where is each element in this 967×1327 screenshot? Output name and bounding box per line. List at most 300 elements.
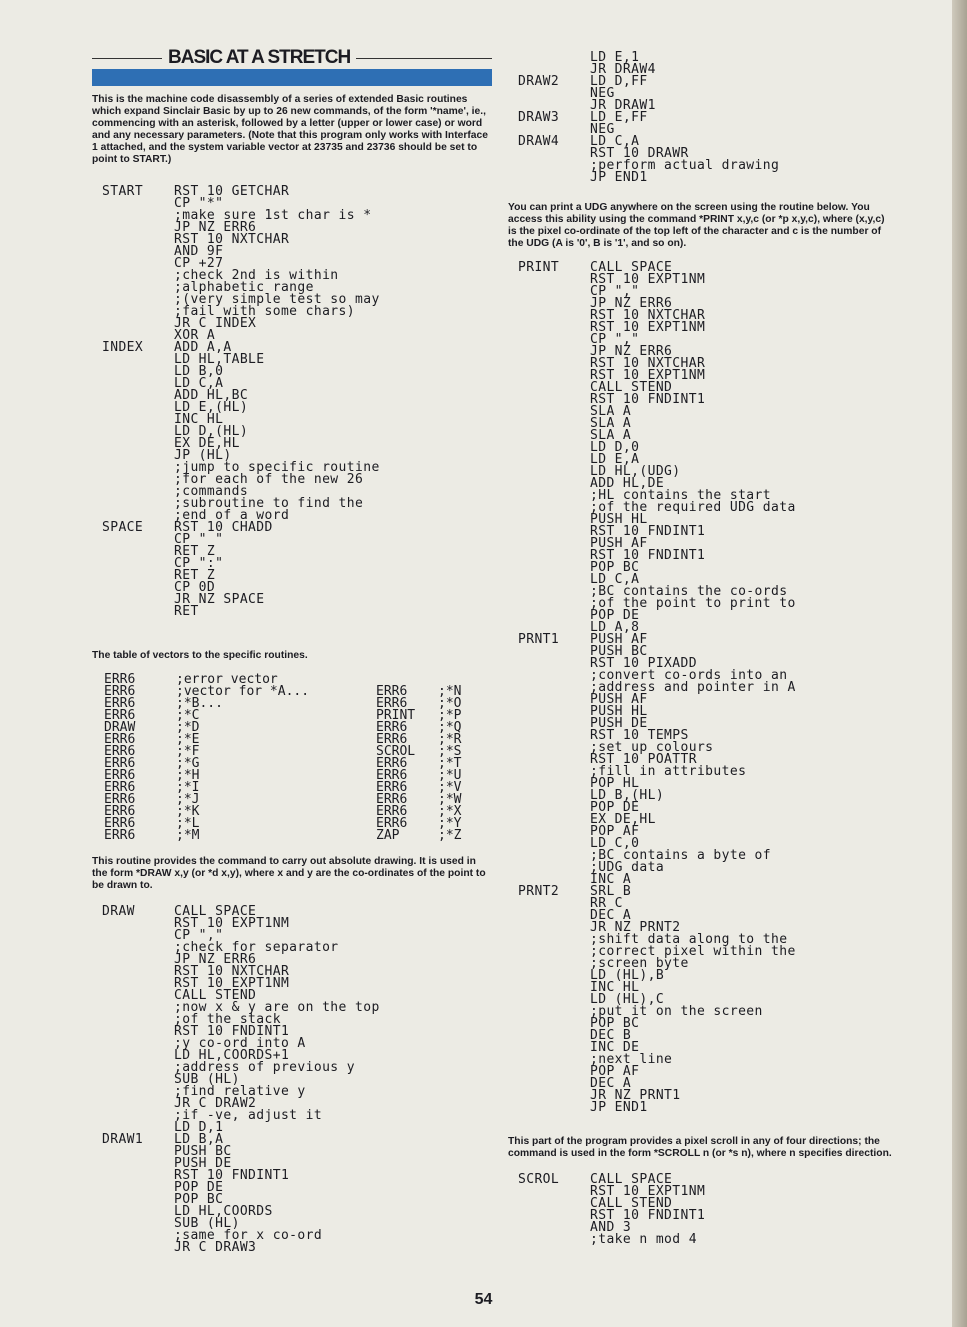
code-line: [102, 1230, 492, 1242]
code-instruction: RST 10 EXPT1NM: [590, 1184, 706, 1199]
code-instruction: JR NZ PRNT1: [590, 1088, 681, 1103]
code-instruction: ;BC contains the co-ords: [590, 584, 788, 599]
code-line: [518, 610, 893, 622]
code-listing-print: [518, 262, 893, 1114]
code-line: [518, 1210, 893, 1222]
vector-row: [104, 770, 492, 782]
code-instruction: CALL STEND: [590, 1196, 673, 1211]
code-instruction: DEC A: [590, 908, 632, 923]
code-line: [518, 100, 893, 112]
table-caption: The table of vectors to the specific routines.: [92, 650, 308, 661]
code-instruction: AND 9F: [174, 244, 224, 259]
code-line: [102, 186, 492, 198]
code-line: [518, 514, 893, 526]
code-label: INDEX: [102, 340, 144, 355]
code-line: [102, 318, 492, 330]
intro-paragraph: This is the machine code disassembly of a series of extended Basic routines which expand Sinclair Basic by up to 26 new commands, of the form '*name', ie., commencing with an asterisk, followed by a letter (upper or lower case) or word and any necessary parameters. (Note that this program only works with Interface 1 attached, and the system variable vector at 23735 and 23736 should be set to point to START.): [92, 94, 488, 165]
code-instruction: JR DRAW4: [590, 62, 656, 77]
code-instruction: JP END1: [590, 170, 648, 185]
code-instruction: LD C,A: [174, 376, 224, 391]
code-instruction: PUSH DE: [590, 716, 648, 731]
code-instruction: EX DE,HL: [590, 812, 656, 827]
code-line: [518, 1198, 893, 1210]
code-line: [518, 286, 893, 298]
code-line: [518, 1078, 893, 1090]
code-instruction: RST 10 NXTCHAR: [174, 232, 290, 247]
code-line: [102, 606, 492, 618]
vector-row: [104, 710, 492, 722]
code-line: [518, 850, 893, 862]
right-column: [508, 52, 893, 1246]
code-line: [102, 474, 492, 486]
code-instruction: JP NZ ERR6: [174, 220, 257, 235]
code-line: [518, 1090, 893, 1102]
code-instruction: POP AF: [590, 1064, 640, 1079]
code-line: [518, 1174, 893, 1186]
code-instruction: CP 0D: [174, 580, 216, 595]
code-instruction: EX DE,HL: [174, 436, 240, 451]
code-instruction: ;take n mod 4: [590, 1232, 697, 1247]
code-line: [102, 522, 492, 534]
code-instruction: RST 10 CHADD: [174, 520, 273, 535]
code-instruction: ;set up colours: [590, 740, 714, 755]
code-line: [518, 334, 893, 346]
code-instruction: ;shift data along to the: [590, 932, 788, 947]
code-instruction: JR NZ PRNT2: [590, 920, 681, 935]
code-line: [518, 502, 893, 514]
code-instruction: ;find relative y: [174, 1084, 306, 1099]
vector-cell: ERR6: [376, 720, 408, 735]
code-instruction: LD HL,COORDS+1: [174, 1048, 290, 1063]
code-instruction: JR C DRAW2: [174, 1096, 257, 1111]
code-line: [518, 718, 893, 730]
code-instruction: LD B,(HL): [590, 788, 665, 803]
code-instruction: POP BC: [174, 1192, 224, 1207]
code-instruction: XOR A: [174, 328, 216, 343]
vector-cell: ERR6: [104, 708, 136, 723]
code-line: [518, 274, 893, 286]
code-instruction: ADD A,A: [174, 340, 232, 355]
code-instruction: CP " ": [174, 532, 224, 547]
code-line: [518, 406, 893, 418]
code-instruction: NEG: [590, 122, 615, 137]
code-line: [518, 310, 893, 322]
code-instruction: LD HL,TABLE: [174, 352, 265, 367]
code-instruction: JP NZ ERR6: [590, 296, 673, 311]
code-instruction: ;fail with some chars): [174, 304, 355, 319]
scroll-caption: This part of the program provides a pixel scroll in any of four directions; the command is used in the form *SCROLL n (or *s n), where n specifies direction.: [508, 1136, 892, 1159]
code-instruction: INC A: [590, 872, 632, 887]
vector-cell: ERR6: [376, 732, 408, 747]
code-line: [102, 1206, 492, 1218]
code-instruction: ;of the stack: [174, 1012, 281, 1027]
code-line: [518, 970, 893, 982]
code-line: [518, 862, 893, 874]
vector-row: [104, 806, 492, 818]
code-line: [518, 526, 893, 538]
code-instruction: POP BC: [590, 1016, 640, 1031]
vector-cell: ;*V: [438, 780, 462, 795]
vector-table: [104, 674, 492, 842]
code-line: [102, 942, 492, 954]
code-line: [518, 982, 893, 994]
code-line: [518, 874, 893, 886]
code-instruction: POP DE: [174, 1180, 224, 1195]
article-header: [92, 48, 492, 68]
vector-cell: ;*G: [176, 756, 200, 771]
vector-cell: ERR6: [376, 684, 408, 699]
code-instruction: CP ",": [174, 928, 224, 943]
code-instruction: ;subroutine to find the: [174, 496, 364, 511]
code-instruction: RST 10 TEMPS: [590, 728, 689, 743]
code-line: [518, 1066, 893, 1078]
page-number: 54: [474, 1291, 493, 1308]
left-column: [92, 48, 492, 1254]
code-line: [102, 402, 492, 414]
title-color-bar: [92, 69, 492, 86]
vector-cell: ERR6: [376, 804, 408, 819]
code-line: [102, 354, 492, 366]
code-line: [518, 886, 893, 898]
print-caption: You can print a UDG anywhere on the screen using the routine below. You access this ability using the command *PRINT x,y,c (or *p x,y,c), where (x,y,c) is the pixel co-ordinate of the top left of the character and c is the number of the UDG (A is '0', B is '1', and so on).: [508, 202, 885, 249]
code-instruction: LD HL,(UDG): [590, 464, 681, 479]
code-instruction: RST 10 FNDINT1: [590, 1208, 706, 1223]
code-instruction: CP ",": [590, 332, 640, 347]
code-instruction: ;UDG data: [590, 860, 665, 875]
code-instruction: ;make sure 1st char is *: [174, 208, 372, 223]
code-instruction: RST 10 FNDINT1: [590, 392, 706, 407]
code-instruction: LD (HL),B: [590, 968, 665, 983]
code-instruction: LD C,A: [590, 572, 640, 587]
code-instruction: PUSH HL: [590, 512, 648, 527]
code-line: [102, 582, 492, 594]
code-line: [518, 88, 893, 100]
code-instruction: RET Z: [174, 544, 216, 559]
code-instruction: ;HL contains the start: [590, 488, 771, 503]
vector-cell: ;*Q: [438, 720, 462, 735]
code-instruction: JP NZ ERR6: [174, 952, 257, 967]
vector-cell: ERR6: [376, 756, 408, 771]
code-instruction: JP NZ ERR6: [590, 344, 673, 359]
code-line: [102, 390, 492, 402]
code-line: [518, 1054, 893, 1066]
code-instruction: CALL STEND: [590, 380, 673, 395]
code-instruction: ADD HL,BC: [174, 388, 249, 403]
code-line: [102, 246, 492, 258]
vector-cell: ;*C: [176, 708, 200, 723]
code-instruction: LD C,A: [590, 134, 640, 149]
vector-cell: ;*O: [438, 696, 462, 711]
vector-row: [104, 722, 492, 734]
vector-row: [104, 758, 492, 770]
code-instruction: JR C INDEX: [174, 316, 257, 331]
code-line: [518, 814, 893, 826]
code-line: [518, 694, 893, 706]
code-line: [518, 958, 893, 970]
code-line: [518, 454, 893, 466]
code-label: DRAW1: [102, 1132, 144, 1147]
code-line: [518, 1042, 893, 1054]
vector-cell: ;error vector: [176, 672, 278, 687]
code-line: [102, 1086, 492, 1098]
code-instruction: LD B,A: [174, 1132, 224, 1147]
vector-cell: ERR6: [104, 768, 136, 783]
vector-row: [104, 746, 492, 758]
code-line: [102, 234, 492, 246]
code-instruction: ;y co-ord into A: [174, 1036, 306, 1051]
code-instruction: INC DE: [590, 1040, 640, 1055]
code-line: [518, 1006, 893, 1018]
code-line: [518, 790, 893, 802]
code-instruction: CALL STEND: [174, 988, 257, 1003]
code-instruction: RST 10 NXTCHAR: [590, 356, 706, 371]
code-line: [102, 1170, 492, 1182]
code-label: DRAW2: [518, 74, 560, 89]
code-instruction: ;if -ve, adjust it: [174, 1108, 323, 1123]
code-instruction: POP AF: [590, 824, 640, 839]
code-instruction: PUSH AF: [590, 536, 648, 551]
vector-cell: ;*I: [176, 780, 200, 795]
code-instruction: POP DE: [590, 800, 640, 815]
code-line: [518, 826, 893, 838]
code-instruction: SRL B: [590, 884, 632, 899]
code-instruction: ;of the point to print to: [590, 596, 796, 611]
code-line: [102, 1134, 492, 1146]
code-instruction: INC HL: [590, 980, 640, 995]
code-instruction: ;put it on the screen: [590, 1004, 763, 1019]
code-instruction: ;jump to specific routine: [174, 460, 380, 475]
code-instruction: LD E,1: [590, 50, 640, 65]
code-instruction: RST 10 FNDINT1: [590, 524, 706, 539]
code-line: [518, 538, 893, 550]
code-instruction: ;screen byte: [590, 956, 689, 971]
vector-cell: ;*M: [176, 828, 200, 843]
vector-cell: ;*J: [176, 792, 200, 807]
code-instruction: LD A,8: [590, 620, 640, 635]
code-instruction: CP +27: [174, 256, 224, 271]
code-instruction: ;(very simple test so may: [174, 292, 380, 307]
vector-cell: ERR6: [104, 792, 136, 807]
vector-row: [104, 782, 492, 794]
code-instruction: ;commands: [174, 484, 249, 499]
code-instruction: ;fill in attributes: [590, 764, 747, 779]
code-line: [518, 64, 893, 76]
article-title: BASIC AT A STRETCH: [162, 48, 356, 68]
code-line: [102, 498, 492, 510]
code-line: [102, 978, 492, 990]
code-line: [518, 682, 893, 694]
code-line: [518, 112, 893, 124]
vector-cell: ERR6: [376, 792, 408, 807]
code-instruction: ;alphabetic range: [174, 280, 314, 295]
code-instruction: RST 10 FNDINT1: [174, 1024, 290, 1039]
code-line: [102, 342, 492, 354]
code-line: [518, 562, 893, 574]
code-line: [102, 306, 492, 318]
code-instruction: ;convert co-ords into an: [590, 668, 788, 683]
page-spine: [952, 0, 967, 1327]
code-instruction: RST 10 NXTCHAR: [590, 308, 706, 323]
vector-cell: ;*R: [438, 732, 462, 747]
code-line: [518, 298, 893, 310]
code-instruction: LD B,0: [174, 364, 224, 379]
code-instruction: RST 10 EXPT1NM: [590, 272, 706, 287]
vector-cell: ERR6: [104, 756, 136, 771]
code-line: [518, 322, 893, 334]
code-instruction: CALL SPACE: [174, 904, 257, 919]
code-instruction: SLA A: [590, 416, 632, 431]
code-label: PRNT1: [518, 632, 560, 647]
vector-row: [104, 698, 492, 710]
code-line: [518, 160, 893, 172]
vector-cell: ;*X: [438, 804, 462, 819]
code-instruction: AND 3: [590, 1220, 632, 1235]
code-instruction: ;for each of the new 26: [174, 472, 364, 487]
vector-cell: ;*D: [176, 720, 200, 735]
code-listing-draw: [102, 906, 492, 1254]
vector-cell: ERR6: [376, 768, 408, 783]
code-instruction: NEG: [590, 86, 615, 101]
vector-cell: ;*E: [176, 732, 200, 747]
code-label: DRAW4: [518, 134, 560, 149]
code-line: [518, 172, 893, 184]
code-instruction: RST 10 FNDINT1: [590, 548, 706, 563]
code-line: [102, 1194, 492, 1206]
code-line: [102, 426, 492, 438]
code-instruction: RST 10 EXPT1NM: [590, 368, 706, 383]
code-instruction: POP DE: [590, 608, 640, 623]
code-instruction: PUSH BC: [590, 644, 648, 659]
code-line: [102, 1146, 492, 1158]
code-instruction: LD D,1: [174, 1120, 224, 1135]
code-line: [518, 76, 893, 88]
code-line: [518, 52, 893, 64]
code-instruction: JP END1: [590, 1100, 648, 1115]
code-listing-draw-cont: [518, 52, 893, 184]
code-listing-start: [102, 186, 492, 618]
code-line: [518, 598, 893, 610]
code-instruction: RST 10 POATTR: [590, 752, 697, 767]
code-line: [518, 370, 893, 382]
vector-cell: ERR6: [104, 672, 136, 687]
code-line: [518, 550, 893, 562]
code-instruction: LD D,FF: [590, 74, 648, 89]
code-line: [518, 136, 893, 148]
vector-cell: ;*S: [438, 744, 462, 759]
vector-cell: PRINT: [376, 708, 416, 723]
code-line: [102, 378, 492, 390]
code-line: [518, 1102, 893, 1114]
vector-cell: ;*T: [438, 756, 462, 771]
code-line: [102, 1002, 492, 1014]
code-instruction: LD D,0: [590, 440, 640, 455]
code-line: [102, 1122, 492, 1134]
code-instruction: ;of the required UDG data: [590, 500, 796, 515]
code-line: [518, 1030, 893, 1042]
vector-cell: ;*U: [438, 768, 462, 783]
vector-cell: ;*B...: [176, 696, 223, 711]
code-instruction: ;now x & y are on the top: [174, 1000, 380, 1015]
code-line: [102, 1182, 492, 1194]
code-line: [518, 124, 893, 136]
code-label: SPACE: [102, 520, 144, 535]
code-line: [102, 1242, 492, 1254]
code-instruction: ADD HL,DE: [590, 476, 665, 491]
code-instruction: CP "*": [174, 196, 224, 211]
code-line: [518, 1186, 893, 1198]
code-line: [518, 706, 893, 718]
code-line: [518, 778, 893, 790]
code-instruction: JR NZ SPACE: [174, 592, 265, 607]
code-instruction: JP (HL): [174, 448, 232, 463]
code-line: [518, 346, 893, 358]
vector-cell: ERR6: [376, 780, 408, 795]
code-instruction: ;check for separator: [174, 940, 339, 955]
code-listing-scroll: [518, 1174, 893, 1246]
code-line: [518, 634, 893, 646]
code-line: [102, 222, 492, 234]
code-line: [518, 622, 893, 634]
code-instruction: CALL SPACE: [590, 1172, 673, 1187]
code-instruction: LD E,(HL): [174, 400, 249, 415]
code-instruction: ;correct pixel within the: [590, 944, 796, 959]
vector-cell: ERR6: [104, 816, 136, 831]
code-instruction: SUB (HL): [174, 1072, 240, 1087]
vector-cell: ;*F: [176, 744, 200, 759]
code-instruction: LD (HL),C: [590, 992, 665, 1007]
code-line: [518, 946, 893, 958]
vector-cell: ERR6: [104, 684, 136, 699]
code-instruction: RST 10 EXPT1NM: [174, 976, 290, 991]
code-line: [102, 570, 492, 582]
code-instruction: INC HL: [174, 412, 224, 427]
code-instruction: SLA A: [590, 428, 632, 443]
vector-cell: ;*L: [176, 816, 200, 831]
vector-cell: ;*H: [176, 768, 200, 783]
vector-cell: ;*Y: [438, 816, 462, 831]
code-instruction: RET: [174, 604, 199, 619]
vector-cell: ERR6: [104, 804, 136, 819]
code-line: [102, 438, 492, 450]
code-instruction: ;end of a word: [174, 508, 290, 523]
code-line: [518, 466, 893, 478]
code-instruction: LD C,0: [590, 836, 640, 851]
code-line: [102, 330, 492, 342]
vector-cell: SCROL: [376, 744, 416, 759]
vector-row: [104, 794, 492, 806]
vector-row: [104, 818, 492, 830]
code-line: [518, 430, 893, 442]
code-line: [518, 358, 893, 370]
code-line: [102, 366, 492, 378]
code-instruction: RR C: [590, 896, 623, 911]
code-instruction: PUSH HL: [590, 704, 648, 719]
code-instruction: JR DRAW1: [590, 98, 656, 113]
vector-cell: ERR6: [376, 816, 408, 831]
draw-caption: This routine provides the command to carry out absolute drawing. It is used in the form *DRAW x,y (or *d x,y), where x and y are the co-ordinates of the point to be drawn to.: [92, 856, 486, 891]
vector-cell: ERR6: [104, 828, 136, 843]
code-line: [102, 906, 492, 918]
code-instruction: SLA A: [590, 404, 632, 419]
vector-cell: DRAW: [104, 720, 136, 735]
code-label: START: [102, 184, 144, 199]
code-line: [102, 966, 492, 978]
code-instruction: PUSH DE: [174, 1156, 232, 1171]
code-instruction: RET Z: [174, 568, 216, 583]
code-instruction: ;BC contains a byte of: [590, 848, 771, 863]
code-instruction: RST 10 NXTCHAR: [174, 964, 290, 979]
vector-row: [104, 686, 492, 698]
